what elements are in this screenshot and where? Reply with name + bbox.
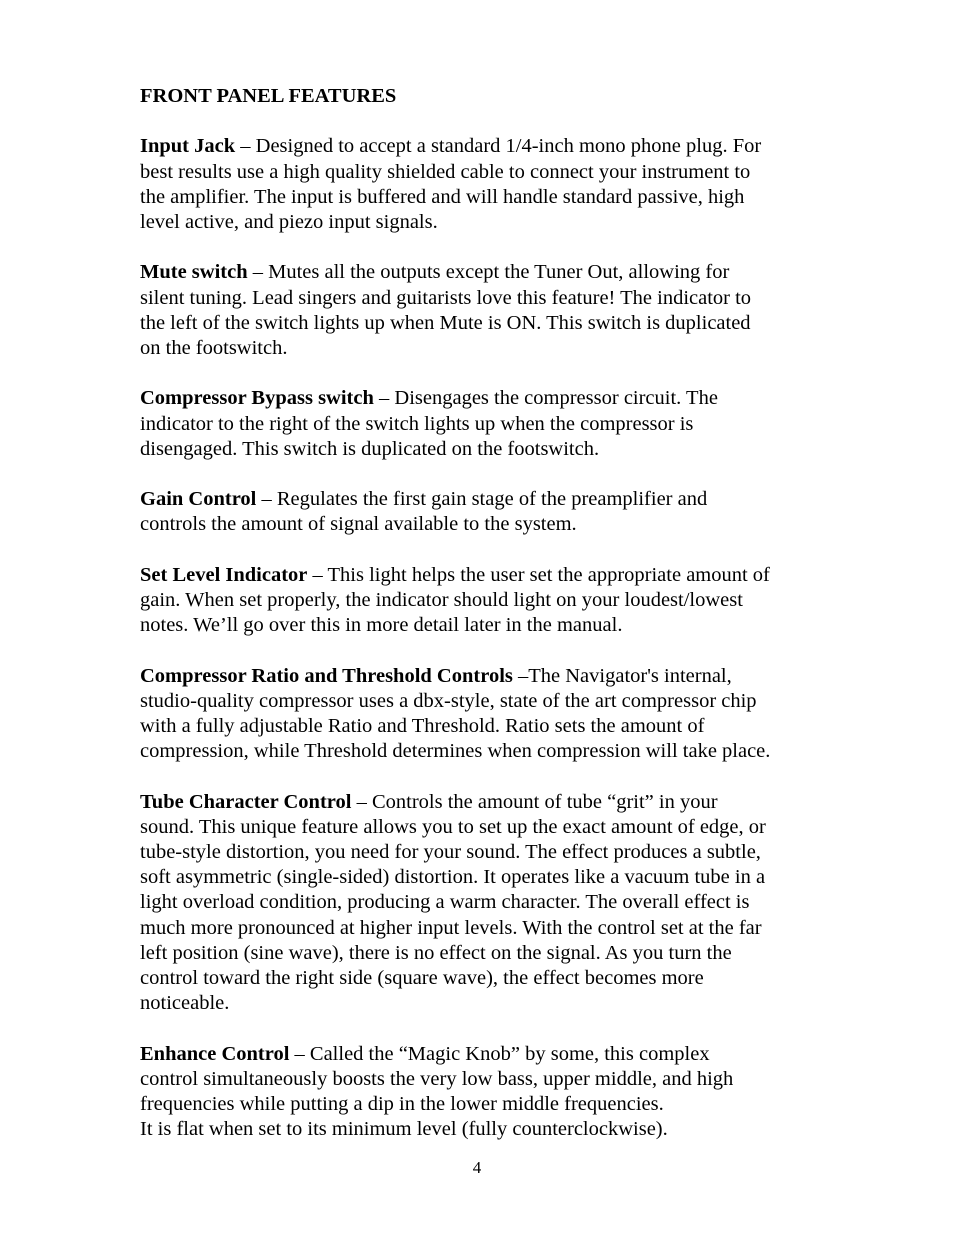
paragraph-line: the left of the switch lights up when Mute is ON. This switch is duplicated	[140, 311, 751, 334]
feature-term: Gain Control	[140, 488, 257, 511]
paragraph-line: light overload condition, producing a warm character. The overall effect is	[140, 891, 750, 914]
paragraph-text: –The Navigator's internal,	[512, 664, 732, 687]
paragraph-tube-character	[140, 790, 830, 1017]
paragraph-text: – This light helps the user set the appropriate amount of	[307, 563, 770, 586]
paragraph-line	[140, 664, 830, 689]
paragraph-gain-control	[140, 487, 830, 537]
page-number: 4	[472, 1158, 482, 1177]
feature-term: Compressor Ratio and Threshold Controls	[140, 664, 513, 687]
paragraph-text: – Disengages the compressor circuit. The	[373, 387, 718, 410]
paragraph-text: – Designed to accept a standard 1/4-inch mono phone plug. For	[235, 135, 762, 158]
paragraph-line: left position (sine wave), there is no effect on the signal. As you turn the	[140, 941, 732, 964]
paragraph-line: It is flat when set to its minimum level (fully counterclockwise).	[140, 1118, 668, 1141]
feature-term: Compressor Bypass switch	[140, 387, 374, 410]
paragraph-line: with a fully adjustable Ratio and Threshold. Ratio sets the amount of	[140, 714, 705, 737]
paragraph-mute-switch	[140, 260, 830, 361]
paragraph-text: – Called the “Magic Knob” by some, this complex	[289, 1042, 710, 1065]
paragraph-line: controls the amount of signal available to the system.	[140, 513, 577, 536]
paragraph-compressor-bypass	[140, 386, 830, 462]
paragraph-line: noticeable.	[140, 992, 230, 1015]
paragraph-line: studio-quality compressor uses a dbx-style, state of the art compressor chip	[140, 689, 757, 712]
paragraph-line: tube-style distortion, you need for your sound. The effect produces a subtle,	[140, 840, 761, 863]
feature-term: Input Jack	[140, 135, 236, 158]
paragraph-line: compression, while Threshold determines when compression will take place.	[140, 740, 771, 763]
paragraph-text: – Mutes all the outputs except the Tuner Out, allowing for	[247, 261, 730, 284]
paragraph-text: – Regulates the first gain stage of the preamplifier and	[256, 488, 708, 511]
paragraph-line: control simultaneously boosts the very low bass, upper middle, and high	[140, 1067, 734, 1090]
section-heading: FRONT PANEL FEATURES	[140, 85, 397, 107]
paragraph-enhance-control	[140, 1042, 830, 1143]
paragraph-line	[140, 134, 830, 159]
paragraph-line: gain. When set properly, the indicator should light on your loudest/lowest	[140, 588, 743, 611]
paragraph-line: on the footswitch.	[140, 337, 288, 359]
document-page	[140, 84, 830, 1168]
paragraph-line: silent tuning. Lead singers and guitarists love this feature! The indicator to	[140, 286, 752, 309]
paragraph-line	[140, 386, 830, 411]
paragraph-line	[140, 790, 830, 815]
paragraph-line: indicator to the right of the switch lights up when the compressor is	[140, 412, 694, 435]
paragraph-line: sound. This unique feature allows you to set up the exact amount of edge, or	[140, 815, 766, 838]
paragraph-line: soft asymmetric (single-sided) distortion. It operates like a vacuum tube in a	[140, 866, 766, 889]
paragraph-text: – Controls the amount of tube “grit” in your	[351, 790, 718, 813]
feature-term: Enhance Control	[140, 1042, 290, 1065]
paragraph-set-level-indicator	[140, 563, 830, 639]
paragraph-line	[140, 1042, 830, 1067]
paragraph-line: notes. We’ll go over this in more detail later in the manual.	[140, 614, 623, 637]
paragraph-line: level active, and piezo input signals.	[140, 211, 438, 233]
paragraph-line: disengaged. This switch is duplicated on the footswitch.	[140, 437, 600, 460]
paragraph-line: best results use a high quality shielded cable to connect your instrument to	[140, 160, 751, 183]
paragraph-line: control toward the right side (square wave), the effect becomes more	[140, 967, 704, 989]
paragraph-line	[140, 260, 830, 285]
paragraph-line: the amplifier. The input is buffered and will handle standard passive, high	[140, 185, 745, 208]
paragraph-line	[140, 563, 830, 588]
feature-term: Tube Character Control	[140, 790, 352, 813]
feature-term: Mute switch	[140, 261, 248, 284]
feature-term: Set Level Indicator	[140, 563, 308, 586]
paragraph-line: frequencies while putting a dip in the lower middle frequencies.	[140, 1093, 664, 1115]
paragraph-line: much more pronounced at higher input levels. With the control set at the far	[140, 916, 762, 939]
paragraph-input-jack	[140, 134, 830, 235]
paragraph-compressor-controls	[140, 664, 830, 765]
paragraph-line	[140, 487, 830, 512]
